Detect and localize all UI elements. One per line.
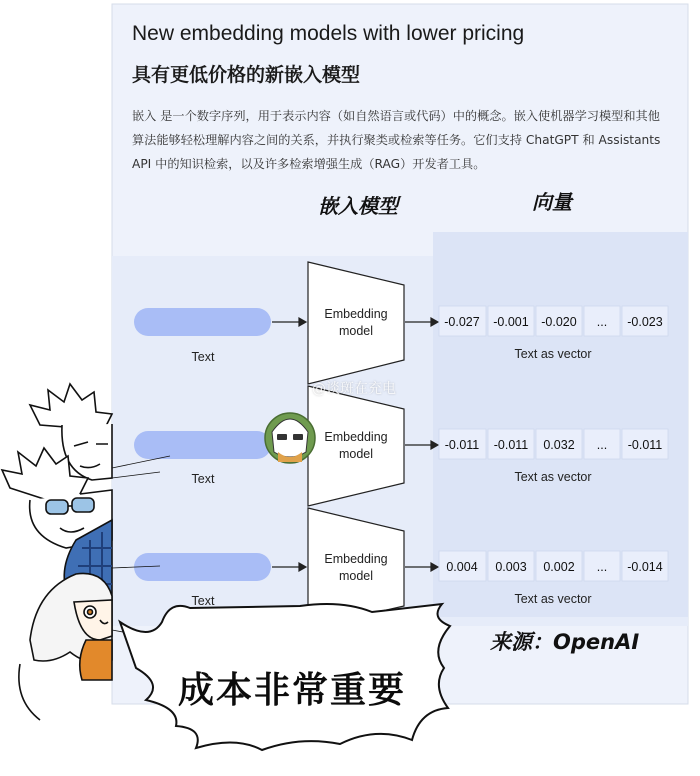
input-pill-2 [134, 431, 271, 459]
page-title-english: New embedding models with lower pricing [132, 22, 525, 45]
vector-value: ... [596, 438, 608, 452]
source-caption: 来源：OpenAI [490, 630, 640, 654]
model-label-2a: Embedding [324, 430, 388, 444]
vector-value: -0.011 [493, 438, 529, 452]
vector-value: -0.011 [444, 438, 480, 452]
header-vector: 向量 [532, 190, 572, 214]
input-label-1: Text [191, 350, 215, 364]
vector-value: 0.004 [446, 560, 478, 574]
model-label-3a: Embedding [324, 552, 388, 566]
vector-value: 0.032 [543, 438, 575, 452]
vector-value: -0.020 [541, 315, 577, 329]
header-embedding-model: 嵌入模型 [318, 194, 398, 218]
vector-label-3: Text as vector [514, 592, 592, 606]
vector-value: -0.023 [627, 315, 663, 329]
input-pill-1 [134, 308, 271, 336]
avatar [265, 413, 315, 463]
vector-value: -0.001 [493, 315, 529, 329]
vector-value: -0.011 [627, 438, 663, 452]
vector-value: ... [596, 560, 608, 574]
description-paragraph: 嵌入 是一个数字序列，用于表示内容（如自然语言或代码）中的概念。嵌入使机器学习模型和其他算法能够轻松理解内容之间的关系，并执行聚类或检索等任务。它们支持 ChatGPT 和 Assistants API 中的知识检索，以及许多检索增强生成（RAG）开发者工具。 [132, 109, 661, 171]
vector-value: -0.027 [444, 315, 480, 329]
vector-value: ... [596, 315, 608, 329]
model-label-3b: model [338, 569, 374, 583]
model-label-1b: model [338, 324, 374, 338]
model-label-2b: model [338, 447, 374, 461]
watermark: @谈斑在充电 [312, 381, 396, 397]
input-label-2: Text [191, 472, 215, 486]
model-label-1a: Embedding [324, 307, 388, 321]
vector-value: -0.014 [627, 560, 663, 574]
vector-value: 0.002 [543, 560, 575, 574]
speech-bubble-text: 成本非常重要 [178, 670, 407, 711]
input-label-3: Text [191, 594, 215, 608]
page-title-chinese: 具有更低价格的新嵌入模型 [132, 64, 361, 86]
vector-label-2: Text as vector [514, 470, 592, 484]
vector-value: 0.003 [495, 560, 527, 574]
input-pill-3 [134, 553, 271, 581]
vector-label-1: Text as vector [514, 347, 592, 361]
